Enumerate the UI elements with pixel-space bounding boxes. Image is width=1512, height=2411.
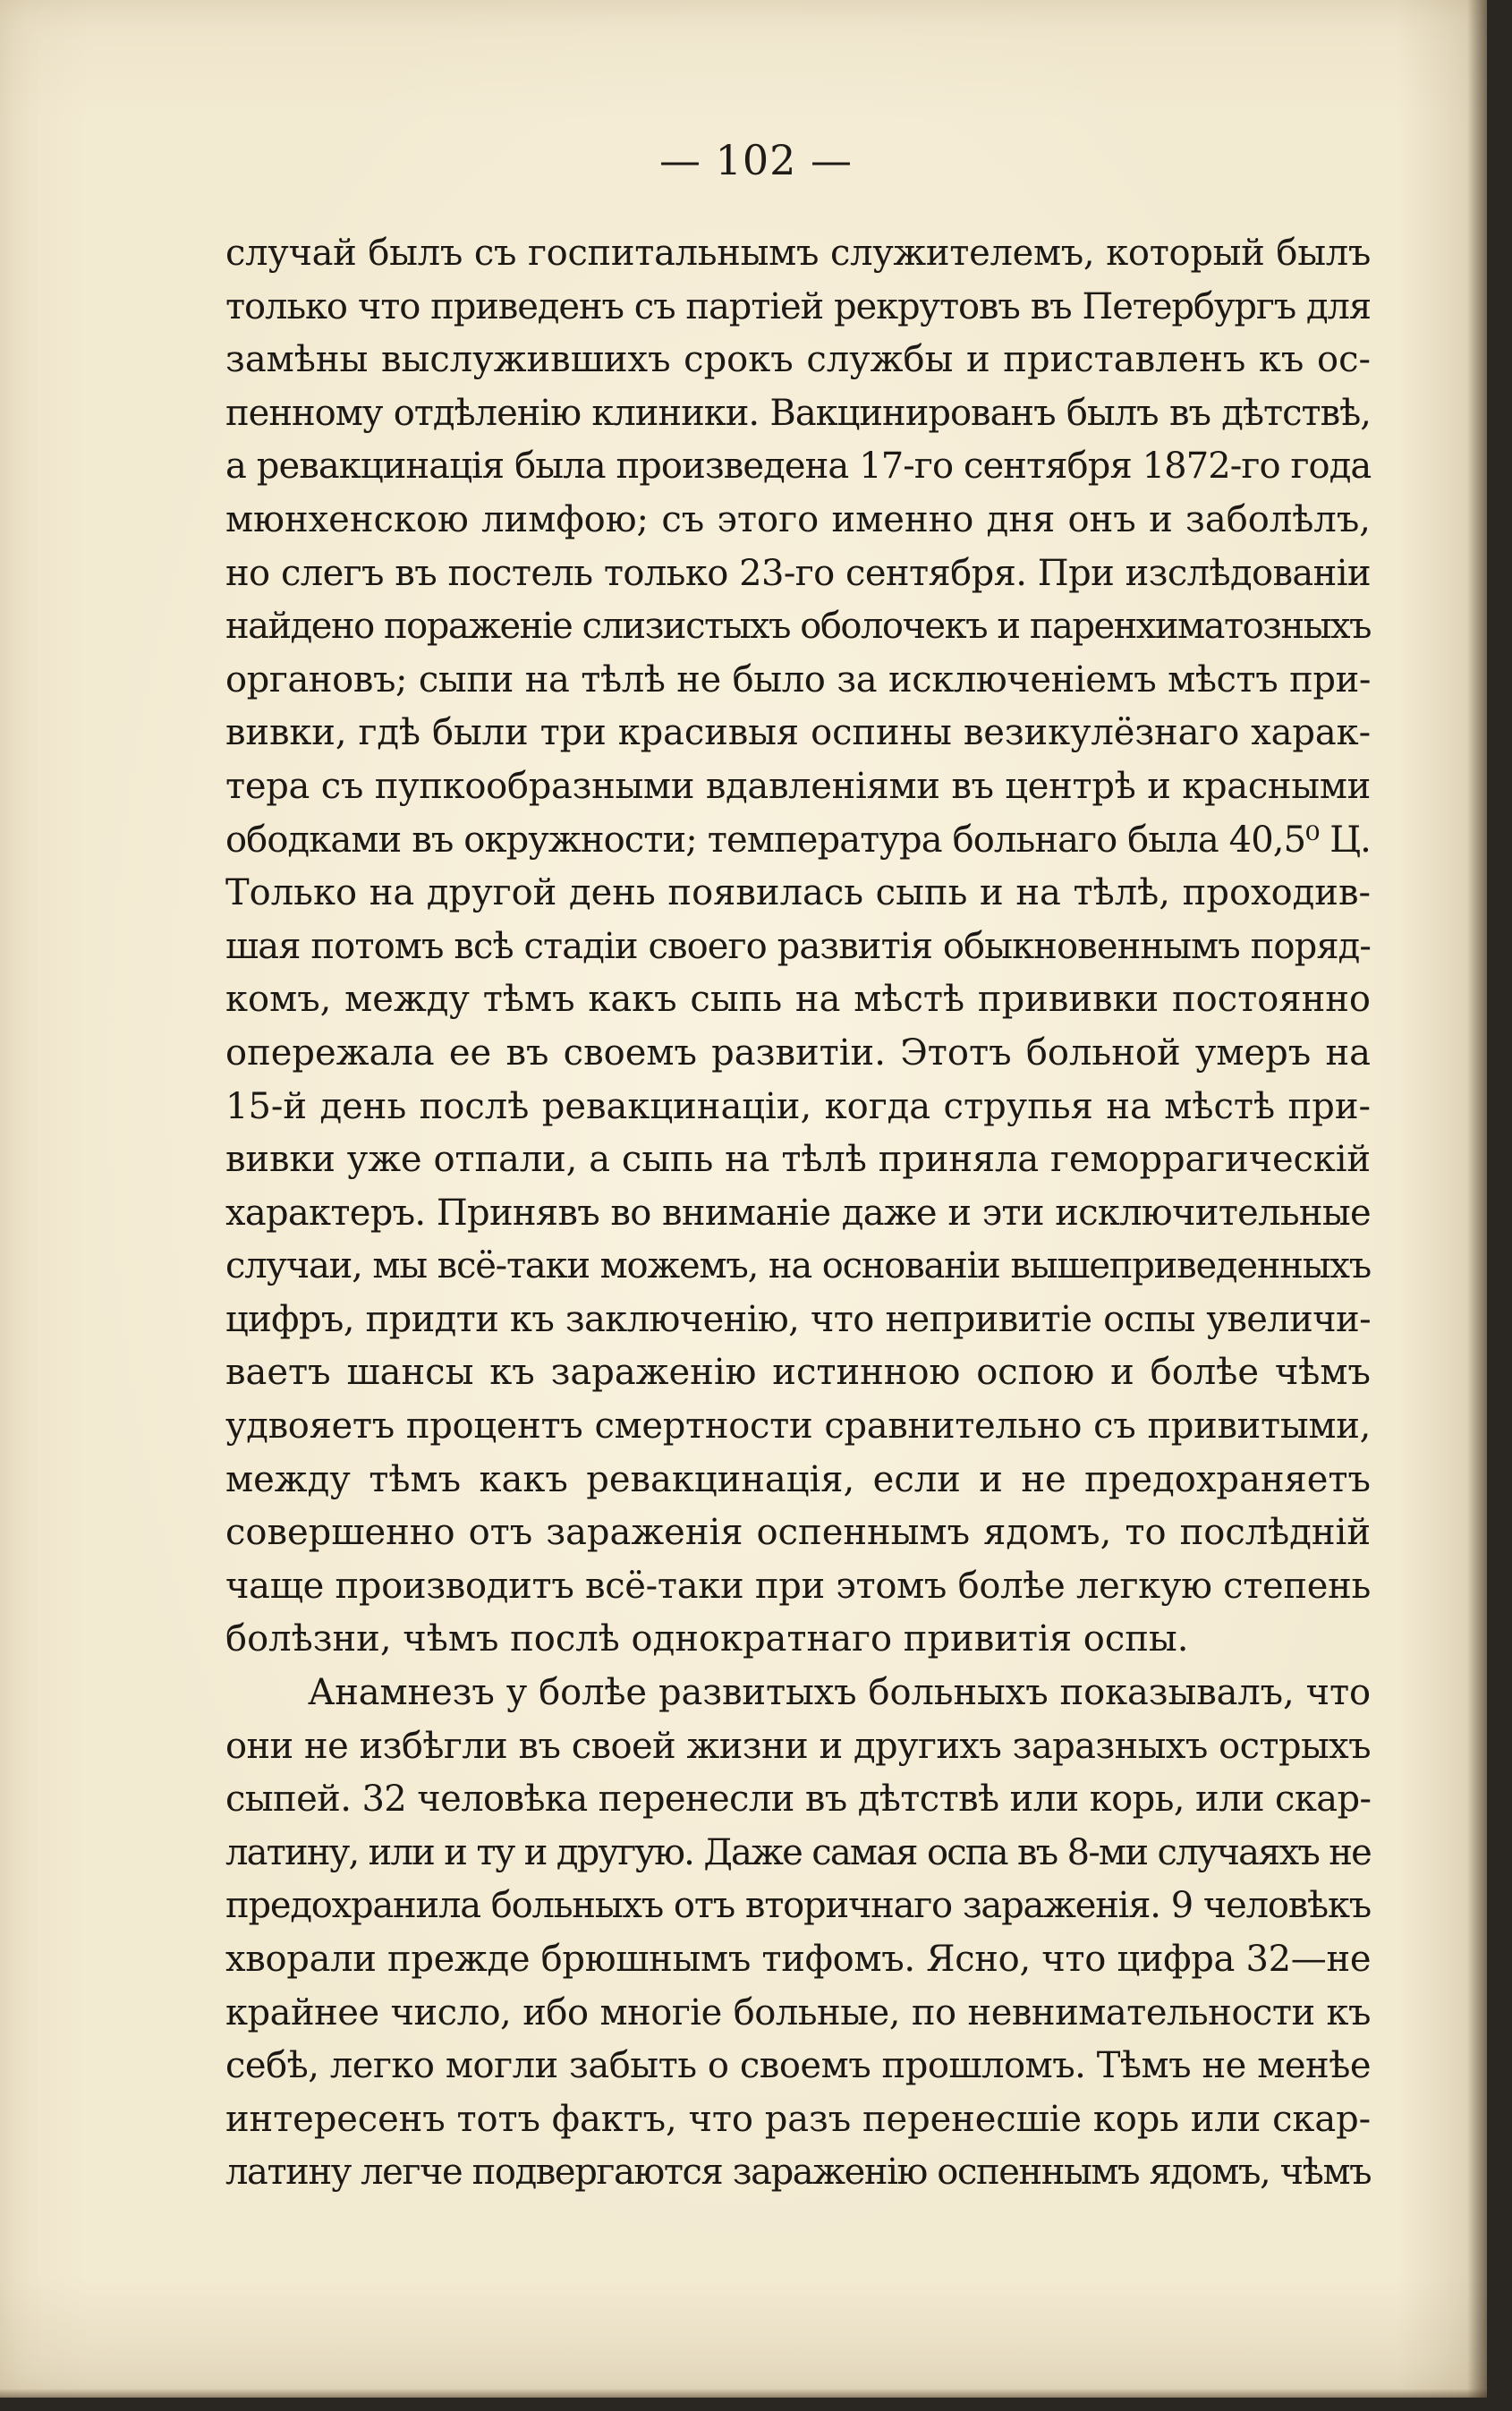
text-line: между тѣмъ какъ ревакцинація, если и не предохраняетъ: [225, 1458, 1371, 1500]
text-line: Анамнезъ у болѣе развитыхъ больныхъ показывалъ, что: [308, 1672, 1371, 1714]
text-line: случаи, мы всё-таки можемъ, на основаніи вышеприведенныхъ: [225, 1245, 1371, 1287]
text-line: удвояетъ процентъ смертности сравнительно съ привитыми,: [225, 1405, 1371, 1447]
text-line: сыпей. 32 человѣка перенесли въ дѣтствѣ или корь, или скар-: [225, 1779, 1372, 1821]
text-line: замѣны выслужившихъ срокъ службы и приставленъ къ ос-: [225, 339, 1371, 381]
text-line: ободками въ окружности; температура больнаго была 40,5⁰ Ц.: [225, 819, 1371, 861]
text-line: интересенъ тотъ фактъ, что разъ перенесшіе корь или скар-: [225, 2098, 1371, 2140]
text-line: вивки, гдѣ были три красивыя оспины везикулёзнаго харак-: [225, 712, 1371, 754]
text-line: хворали прежде брюшнымъ тифомъ. Ясно, что цифра 32—не: [225, 1939, 1372, 1980]
text-line: цифръ, придти къ заключенію, что непривитіе оспы увеличи-: [225, 1298, 1371, 1340]
text-line: характеръ. Принявъ во вниманіе даже и эти исключительные: [225, 1192, 1371, 1234]
text-line: органовъ; сыпи на тѣлѣ не было за исключеніемъ мѣстъ при-: [225, 658, 1371, 700]
text-line: Только на другой день появилась сыпь и на тѣлѣ, проходив-: [225, 872, 1371, 914]
text-line: комъ, между тѣмъ какъ сыпь на мѣстѣ прививки постоянно: [225, 979, 1371, 1021]
text-line: а ревакцинація была произведена 17-го сентября 1872-го года: [225, 446, 1372, 488]
text-line: 15-й день послѣ ревакцинаціи, когда струпья на мѣстѣ при-: [225, 1085, 1371, 1127]
text-line: вивки уже отпали, а сыпь на тѣлѣ приняла геморрагическій: [225, 1139, 1371, 1181]
text-line: чаще производитъ всё-таки при этомъ болѣе легкую степень: [225, 1565, 1371, 1607]
body-text: [225, 227, 1371, 2200]
text-line: болѣзни, чѣмъ послѣ однократнаго привитія оспы.: [225, 1618, 1189, 1660]
page-edge-shadow: [1467, 0, 1487, 2398]
text-line: себѣ, легко могли забыть о своемъ прошломъ. Тѣмъ не менѣе: [225, 2045, 1371, 2087]
text-line: совершенно отъ зараженія оспеннымъ ядомъ, то послѣдній: [225, 1512, 1371, 1554]
text-line: пенному отдѣленію клиники. Вакцинированъ былъ въ дѣтствѣ,: [225, 392, 1371, 434]
text-line: тера съ пупкообразными вдавленіями въ центрѣ и красными: [225, 765, 1371, 807]
text-line: опережала ее въ своемъ развитіи. Этотъ больной умеръ на: [225, 1031, 1371, 1074]
text-line: случай былъ съ госпитальнымъ служителемъ, который былъ: [225, 233, 1371, 274]
text-line: ваетъ шансы къ зараженію истинною оспою и болѣе чѣмъ: [225, 1352, 1371, 1394]
text-line: латину легче подвергаются зараженію оспеннымъ ядомъ, чѣмъ: [225, 2152, 1372, 2194]
text-line: предохранила больныхъ отъ вторичнаго зараженія. 9 человѣкъ: [225, 1885, 1371, 1927]
text-line: они не избѣгли въ своей жизни и другихъ заразныхъ острыхъ: [225, 1725, 1371, 1767]
text-line: мюнхенскою лимфою; съ этого именно дня онъ и заболѣлъ,: [225, 498, 1371, 540]
text-line: латину, или и ту и другую. Даже самая оспа въ 8-ми случаяхъ не: [225, 1831, 1371, 1873]
page-number: — 102 —: [658, 136, 854, 184]
text-line: крайнее число, ибо многіе больные, по невнимательности къ: [225, 1991, 1371, 2033]
text-line: только что приведенъ съ партіей рекрутовъ въ Петербургъ для: [225, 285, 1371, 327]
page-bottom-edge: [0, 2389, 1487, 2398]
text-line: но слегъ въ постель только 23-го сентября. При изслѣдованіи: [225, 552, 1371, 594]
text-line: шая потомъ всѣ стадіи своего развитія обыкновеннымъ поряд-: [225, 925, 1371, 967]
text-line: найдено пораженіе слизистыхъ оболочекъ и паренхиматозныхъ: [225, 606, 1371, 648]
